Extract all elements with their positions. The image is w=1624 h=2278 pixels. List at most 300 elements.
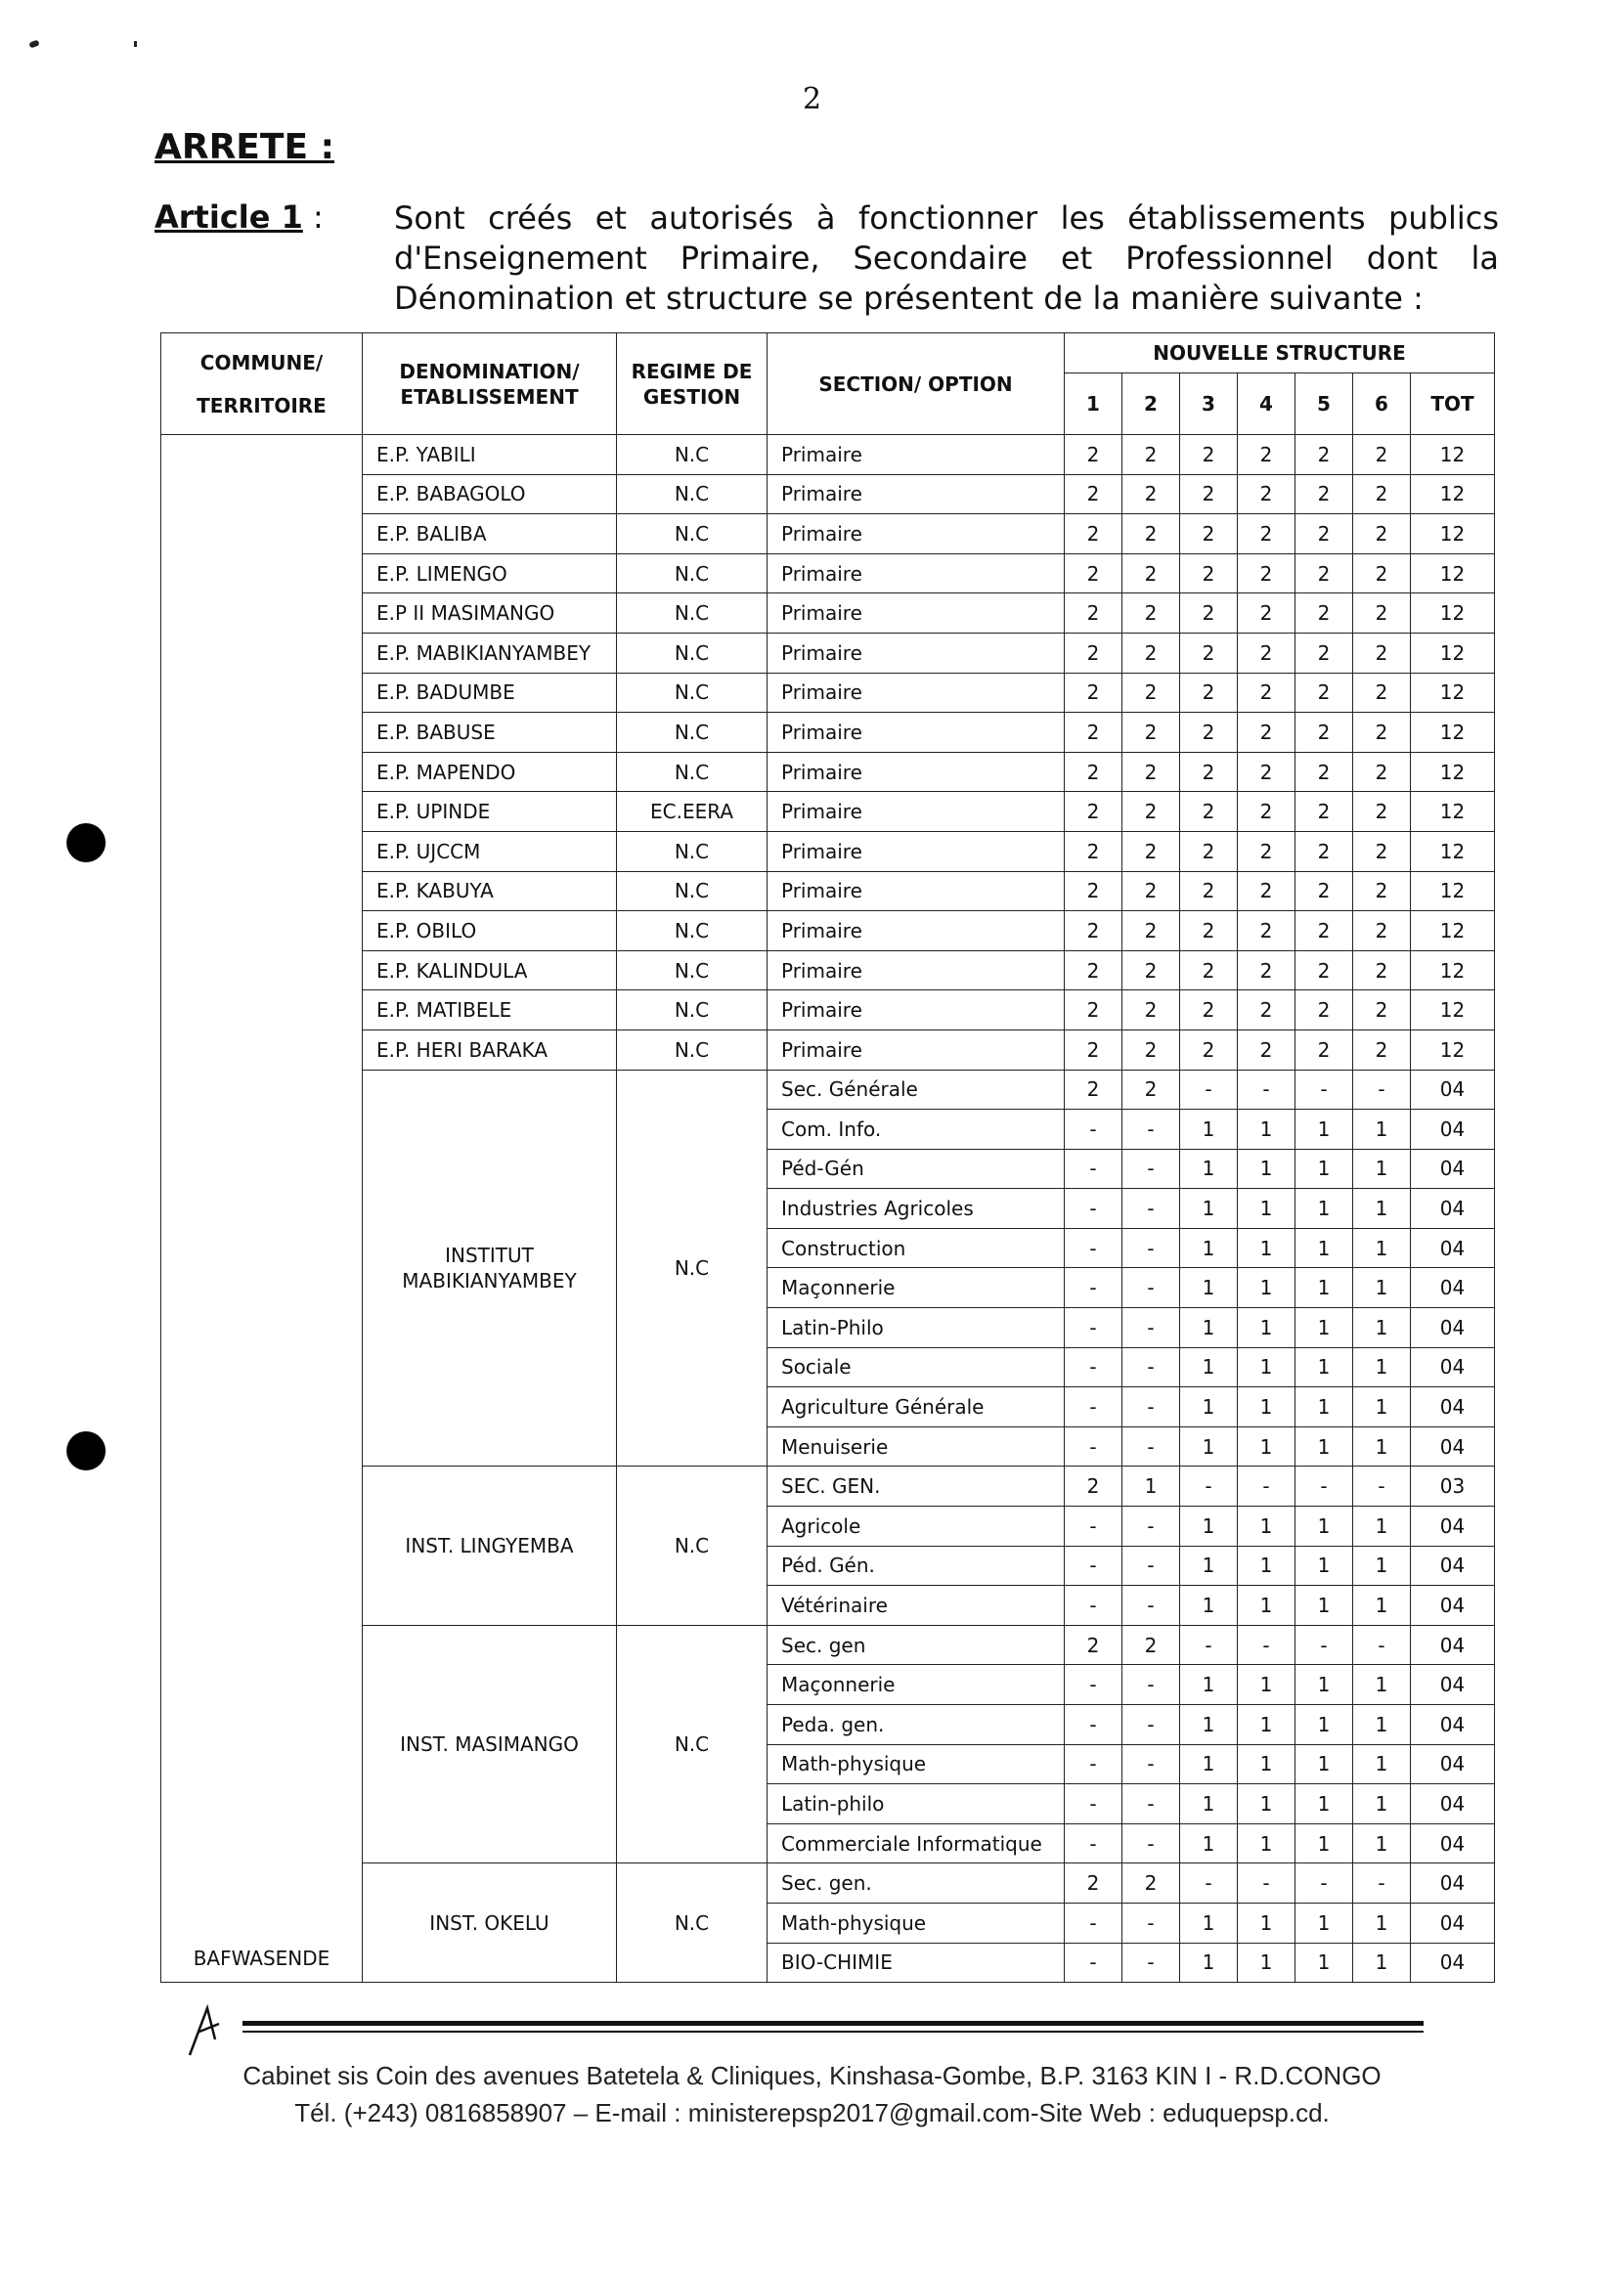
structure-value: 2 xyxy=(1295,831,1353,871)
structure-value: 2 xyxy=(1180,514,1238,554)
regime-cell: N.C xyxy=(617,514,768,554)
structure-value: 2 xyxy=(1122,1029,1180,1070)
structure-value: 1 xyxy=(1295,1228,1353,1268)
structure-value: 2 xyxy=(1238,593,1295,634)
structure-value: - xyxy=(1122,1110,1180,1150)
structure-value: 2 xyxy=(1238,435,1295,475)
total-value: 12 xyxy=(1411,911,1495,951)
structure-value: 1 xyxy=(1180,1546,1238,1586)
structure-value: 1 xyxy=(1353,1823,1411,1863)
structure-value: 2 xyxy=(1122,514,1180,554)
section-cell: Primaire xyxy=(768,553,1065,593)
structure-value: 2 xyxy=(1180,1029,1238,1070)
structure-value: - xyxy=(1295,1070,1353,1110)
structure-value: 2 xyxy=(1065,792,1122,832)
total-value: 12 xyxy=(1411,990,1495,1030)
regime-cell: N.C xyxy=(617,633,768,673)
section-cell: Primaire xyxy=(768,752,1065,792)
structure-value: 2 xyxy=(1353,553,1411,593)
section-cell: Péd-Gén xyxy=(768,1149,1065,1189)
header-nouvelle-structure: NOUVELLE STRUCTURE xyxy=(1065,333,1495,373)
regime-cell: N.C xyxy=(617,1625,768,1863)
structure-value: 1 xyxy=(1180,1149,1238,1189)
section-cell: Primaire xyxy=(768,792,1065,832)
structure-value: 2 xyxy=(1353,633,1411,673)
institute-name: INST. OKELU xyxy=(363,1863,617,1983)
structure-value: 2 xyxy=(1238,911,1295,951)
structure-value: 1 xyxy=(1180,1823,1238,1863)
structure-value: - xyxy=(1065,1228,1122,1268)
structure-value: 2 xyxy=(1065,514,1122,554)
structure-value: 1 xyxy=(1295,1943,1353,1983)
structure-value: 2 xyxy=(1353,713,1411,753)
structure-value: 2 xyxy=(1122,831,1180,871)
structure-value: 1 xyxy=(1295,1665,1353,1705)
table-row xyxy=(161,435,1495,475)
structure-value: 1 xyxy=(1295,1308,1353,1348)
structure-value: - xyxy=(1295,1625,1353,1665)
structure-value: 1 xyxy=(1238,1387,1295,1427)
structure-value: 1 xyxy=(1238,1586,1295,1626)
school-name: E.P. BADUMBE xyxy=(363,673,617,713)
structure-value: 1 xyxy=(1295,1705,1353,1745)
structure-value: - xyxy=(1122,1387,1180,1427)
structure-table-wrapper xyxy=(160,332,1494,1983)
total-value: 12 xyxy=(1411,553,1495,593)
structure-value: 2 xyxy=(1122,1070,1180,1110)
structure-value: 2 xyxy=(1295,752,1353,792)
structure-value: 2 xyxy=(1180,792,1238,832)
structure-value: 2 xyxy=(1122,950,1180,990)
structure-value: 1 xyxy=(1295,1110,1353,1150)
regime-cell: N.C xyxy=(617,474,768,514)
structure-value: 2 xyxy=(1065,871,1122,911)
structure-value: 1 xyxy=(1238,1705,1295,1745)
structure-value: 2 xyxy=(1180,752,1238,792)
structure-value: - xyxy=(1295,1467,1353,1507)
structure-value: 2 xyxy=(1065,911,1122,951)
school-name: E.P. KABUYA xyxy=(363,871,617,911)
structure-value: 1 xyxy=(1122,1467,1180,1507)
section-cell: Menuiserie xyxy=(768,1426,1065,1467)
structure-value: 1 xyxy=(1353,1426,1411,1467)
regime-cell: N.C xyxy=(617,871,768,911)
structure-value: 2 xyxy=(1122,593,1180,634)
punch-hole xyxy=(66,823,106,862)
structure-value: - xyxy=(1238,1467,1295,1507)
regime-cell: N.C xyxy=(617,1029,768,1070)
structure-value: 2 xyxy=(1295,950,1353,990)
structure-value: - xyxy=(1065,1784,1122,1824)
total-value: 04 xyxy=(1411,1228,1495,1268)
regime-cell: N.C xyxy=(617,1863,768,1983)
structure-value: 2 xyxy=(1122,553,1180,593)
scan-speck xyxy=(134,41,137,47)
structure-value: 2 xyxy=(1295,514,1353,554)
section-cell: Agricole xyxy=(768,1507,1065,1547)
structure-value: 2 xyxy=(1180,911,1238,951)
structure-value: - xyxy=(1065,1744,1122,1784)
structure-value: - xyxy=(1122,1744,1180,1784)
structure-value: 2 xyxy=(1295,593,1353,634)
section-cell: Commerciale Informatique xyxy=(768,1823,1065,1863)
section-cell: Sociale xyxy=(768,1347,1065,1387)
structure-value: 2 xyxy=(1353,514,1411,554)
structure-value: 2 xyxy=(1353,831,1411,871)
structure-value: - xyxy=(1122,1903,1180,1943)
structure-value: - xyxy=(1065,1189,1122,1229)
structure-value: 1 xyxy=(1295,1507,1353,1547)
structure-value: 2 xyxy=(1122,871,1180,911)
structure-value: 2 xyxy=(1238,752,1295,792)
structure-value: - xyxy=(1238,1863,1295,1904)
total-value: 12 xyxy=(1411,673,1495,713)
section-cell: Primaire xyxy=(768,911,1065,951)
section-cell: Sec. gen xyxy=(768,1625,1065,1665)
total-value: 12 xyxy=(1411,713,1495,753)
structure-value: - xyxy=(1122,1823,1180,1863)
structure-value: - xyxy=(1122,1665,1180,1705)
header-regime: REGIME DE GESTION xyxy=(617,333,768,435)
structure-value: 2 xyxy=(1295,553,1353,593)
structure-value: 2 xyxy=(1065,990,1122,1030)
structure-value: 2 xyxy=(1238,831,1295,871)
regime-cell: N.C xyxy=(617,831,768,871)
structure-value: - xyxy=(1122,1189,1180,1229)
section-cell: Peda. gen. xyxy=(768,1705,1065,1745)
institute-name: INSTITUT MABIKIANYAMBEY xyxy=(363,1070,617,1467)
structure-value: - xyxy=(1122,1228,1180,1268)
regime-cell: N.C xyxy=(617,673,768,713)
school-name: E.P. UPINDE xyxy=(363,792,617,832)
structure-value: 2 xyxy=(1065,633,1122,673)
structure-value: 2 xyxy=(1353,435,1411,475)
total-value: 12 xyxy=(1411,474,1495,514)
structure-value: 2 xyxy=(1238,792,1295,832)
structure-value: 2 xyxy=(1295,990,1353,1030)
structure-value: 2 xyxy=(1065,950,1122,990)
article-label-suffix: : xyxy=(302,198,324,236)
total-value: 04 xyxy=(1411,1784,1495,1824)
structure-value: 1 xyxy=(1295,1387,1353,1427)
regime-cell: N.C xyxy=(617,950,768,990)
structure-value: 1 xyxy=(1180,1943,1238,1983)
section-cell: Primaire xyxy=(768,831,1065,871)
structure-value: 2 xyxy=(1238,673,1295,713)
total-value: 12 xyxy=(1411,752,1495,792)
structure-value: 2 xyxy=(1238,871,1295,911)
structure-value: 2 xyxy=(1295,435,1353,475)
structure-value: 1 xyxy=(1295,1744,1353,1784)
structure-value: - xyxy=(1122,1586,1180,1626)
punch-hole xyxy=(66,1431,106,1470)
regime-cell: EC.EERA xyxy=(617,792,768,832)
structure-value: 2 xyxy=(1295,1029,1353,1070)
structure-value: 1 xyxy=(1238,1149,1295,1189)
structure-value: 2 xyxy=(1065,474,1122,514)
total-value: 04 xyxy=(1411,1823,1495,1863)
school-name: E.P. MAPENDO xyxy=(363,752,617,792)
structure-value: - xyxy=(1065,1308,1122,1348)
header-col-1: 1 xyxy=(1065,373,1122,435)
section-cell: Sec. gen. xyxy=(768,1863,1065,1904)
total-value: 12 xyxy=(1411,1029,1495,1070)
total-value: 04 xyxy=(1411,1110,1495,1150)
structure-value: 1 xyxy=(1180,1110,1238,1150)
structure-value: 2 xyxy=(1065,673,1122,713)
article-label-text: Article 1 xyxy=(154,198,303,236)
total-value: 04 xyxy=(1411,1347,1495,1387)
structure-value: 2 xyxy=(1295,871,1353,911)
structure-value: 2 xyxy=(1238,553,1295,593)
total-value: 04 xyxy=(1411,1625,1495,1665)
structure-value: 2 xyxy=(1295,673,1353,713)
structure-value: - xyxy=(1180,1625,1238,1665)
section-cell: Primaire xyxy=(768,633,1065,673)
section-cell: Primaire xyxy=(768,713,1065,753)
structure-value: - xyxy=(1122,1546,1180,1586)
structure-value: - xyxy=(1065,1943,1122,1983)
structure-value: 2 xyxy=(1295,474,1353,514)
structure-value: 2 xyxy=(1353,673,1411,713)
header-col-3: 3 xyxy=(1180,373,1238,435)
structure-value: 1 xyxy=(1238,1784,1295,1824)
header-col-tot: TOT xyxy=(1411,373,1495,435)
total-value: 12 xyxy=(1411,831,1495,871)
structure-value: - xyxy=(1065,1426,1122,1467)
structure-value: 1 xyxy=(1238,1228,1295,1268)
structure-value: 2 xyxy=(1180,593,1238,634)
school-name: E.P. LIMENGO xyxy=(363,553,617,593)
structure-table xyxy=(160,332,1495,1983)
structure-value: 2 xyxy=(1122,474,1180,514)
article-label xyxy=(154,198,324,236)
structure-value: 2 xyxy=(1353,792,1411,832)
school-name: E.P. YABILI xyxy=(363,435,617,475)
structure-value: 2 xyxy=(1238,713,1295,753)
structure-value: 1 xyxy=(1180,1268,1238,1308)
structure-value: 2 xyxy=(1295,911,1353,951)
structure-value: - xyxy=(1122,1507,1180,1547)
structure-value: 2 xyxy=(1238,1029,1295,1070)
structure-value: 1 xyxy=(1238,1347,1295,1387)
total-value: 04 xyxy=(1411,1863,1495,1904)
structure-value: 2 xyxy=(1122,911,1180,951)
page-number: 2 xyxy=(802,82,822,116)
structure-value: 1 xyxy=(1295,1784,1353,1824)
structure-value: 2 xyxy=(1180,673,1238,713)
structure-value: 2 xyxy=(1353,990,1411,1030)
section-cell: Sec. Générale xyxy=(768,1070,1065,1110)
structure-value: - xyxy=(1122,1705,1180,1745)
structure-value: 1 xyxy=(1180,1426,1238,1467)
structure-value: 2 xyxy=(1353,871,1411,911)
structure-value: 1 xyxy=(1238,1308,1295,1348)
structure-value: 1 xyxy=(1180,1347,1238,1387)
section-cell: Primaire xyxy=(768,514,1065,554)
section-cell: Péd. Gén. xyxy=(768,1546,1065,1586)
structure-value: 1 xyxy=(1353,1586,1411,1626)
regime-cell: N.C xyxy=(617,911,768,951)
structure-value: 1 xyxy=(1295,1903,1353,1943)
structure-value: - xyxy=(1353,1625,1411,1665)
structure-value: - xyxy=(1065,1268,1122,1308)
structure-value: 1 xyxy=(1238,1426,1295,1467)
structure-value: 2 xyxy=(1065,593,1122,634)
regime-cell: N.C xyxy=(617,713,768,753)
total-value: 04 xyxy=(1411,1586,1495,1626)
structure-value: 1 xyxy=(1353,1744,1411,1784)
header-denomination: DENOMINATION/ ETABLISSEMENT xyxy=(363,333,617,435)
structure-value: 1 xyxy=(1295,1546,1353,1586)
structure-value: 1 xyxy=(1295,1347,1353,1387)
total-value: 04 xyxy=(1411,1903,1495,1943)
section-cell: Primaire xyxy=(768,990,1065,1030)
structure-value: 2 xyxy=(1295,713,1353,753)
structure-value: - xyxy=(1180,1467,1238,1507)
school-name: E.P II MASIMANGO xyxy=(363,593,617,634)
structure-value: 2 xyxy=(1065,713,1122,753)
structure-value: 2 xyxy=(1122,792,1180,832)
section-cell: Primaire xyxy=(768,673,1065,713)
document-heading: ARRETE : xyxy=(154,127,334,167)
section-cell: Primaire xyxy=(768,593,1065,634)
structure-value: - xyxy=(1122,1943,1180,1983)
structure-value: 1 xyxy=(1238,1268,1295,1308)
total-value: 12 xyxy=(1411,633,1495,673)
section-cell: Primaire xyxy=(768,871,1065,911)
total-value: 04 xyxy=(1411,1426,1495,1467)
structure-value: 1 xyxy=(1295,1586,1353,1626)
structure-value: 2 xyxy=(1122,633,1180,673)
structure-value: 2 xyxy=(1238,950,1295,990)
structure-value: 1 xyxy=(1180,1387,1238,1427)
structure-value: - xyxy=(1180,1070,1238,1110)
section-cell: Vétérinaire xyxy=(768,1586,1065,1626)
structure-value: - xyxy=(1238,1070,1295,1110)
structure-value: 1 xyxy=(1353,1149,1411,1189)
structure-value: 1 xyxy=(1180,1665,1238,1705)
structure-value: - xyxy=(1122,1347,1180,1387)
structure-value: 2 xyxy=(1122,752,1180,792)
regime-cell: N.C xyxy=(617,593,768,634)
header-col-6: 6 xyxy=(1353,373,1411,435)
structure-value: 2 xyxy=(1180,553,1238,593)
structure-value: 2 xyxy=(1238,514,1295,554)
school-name: E.P. BABAGOLO xyxy=(363,474,617,514)
structure-value: 2 xyxy=(1065,1625,1122,1665)
structure-value: 2 xyxy=(1065,435,1122,475)
structure-value: - xyxy=(1065,1347,1122,1387)
structure-value: 1 xyxy=(1353,1546,1411,1586)
regime-cell: N.C xyxy=(617,1467,768,1625)
structure-value: 2 xyxy=(1180,871,1238,911)
structure-value: 2 xyxy=(1295,633,1353,673)
structure-value: 1 xyxy=(1180,1586,1238,1626)
structure-value: 1 xyxy=(1180,1189,1238,1229)
total-value: 04 xyxy=(1411,1665,1495,1705)
structure-value: 2 xyxy=(1065,553,1122,593)
structure-value: 2 xyxy=(1122,990,1180,1030)
structure-value: 1 xyxy=(1353,1665,1411,1705)
structure-value: 2 xyxy=(1180,990,1238,1030)
structure-value: - xyxy=(1122,1149,1180,1189)
section-cell: Math-physique xyxy=(768,1744,1065,1784)
section-cell: Maçonnerie xyxy=(768,1268,1065,1308)
section-cell: BIO-CHIMIE xyxy=(768,1943,1065,1983)
structure-value: 1 xyxy=(1353,1705,1411,1745)
section-cell: Industries Agricoles xyxy=(768,1189,1065,1229)
total-value: 04 xyxy=(1411,1308,1495,1348)
structure-value: 2 xyxy=(1180,474,1238,514)
header-section: SECTION/ OPTION xyxy=(768,333,1065,435)
article-text: Sont créés et autorisés à fonctionner les établissements publics d'Enseignement Primaire, Secondaire et Professionnel dont la Dénomination et structure se présentent de la manière suivante : xyxy=(394,199,1499,317)
total-value: 12 xyxy=(1411,792,1495,832)
structure-value: - xyxy=(1065,1705,1122,1745)
structure-value: 1 xyxy=(1238,1823,1295,1863)
section-cell: SEC. GEN. xyxy=(768,1467,1065,1507)
structure-value: 1 xyxy=(1353,1347,1411,1387)
school-name: E.P. UJCCM xyxy=(363,831,617,871)
structure-value: 2 xyxy=(1180,713,1238,753)
structure-value: 1 xyxy=(1295,1426,1353,1467)
structure-value: 1 xyxy=(1353,1387,1411,1427)
structure-value: - xyxy=(1065,1903,1122,1943)
header-col-2: 2 xyxy=(1122,373,1180,435)
structure-value: 1 xyxy=(1180,1744,1238,1784)
regime-cell: N.C xyxy=(617,553,768,593)
regime-cell: N.C xyxy=(617,990,768,1030)
structure-value: 2 xyxy=(1353,752,1411,792)
section-cell: Latin-philo xyxy=(768,1784,1065,1824)
section-cell: Primaire xyxy=(768,1029,1065,1070)
structure-value: 1 xyxy=(1353,1110,1411,1150)
total-value: 12 xyxy=(1411,435,1495,475)
total-value: 04 xyxy=(1411,1387,1495,1427)
header-col-5: 5 xyxy=(1295,373,1353,435)
structure-value: 2 xyxy=(1180,831,1238,871)
structure-value: 1 xyxy=(1295,1149,1353,1189)
section-cell: Maçonnerie xyxy=(768,1665,1065,1705)
section-cell: Math-physique xyxy=(768,1903,1065,1943)
commune-cell: BAFWASENDE xyxy=(161,435,363,1983)
structure-value: - xyxy=(1065,1546,1122,1586)
structure-value: - xyxy=(1353,1070,1411,1110)
structure-value: - xyxy=(1180,1863,1238,1904)
structure-value: 1 xyxy=(1180,1903,1238,1943)
structure-value: 2 xyxy=(1353,911,1411,951)
structure-value: 1 xyxy=(1238,1546,1295,1586)
structure-value: 1 xyxy=(1180,1308,1238,1348)
structure-value: 1 xyxy=(1295,1268,1353,1308)
structure-value: 1 xyxy=(1180,1228,1238,1268)
structure-value: 2 xyxy=(1065,1029,1122,1070)
total-value: 12 xyxy=(1411,871,1495,911)
structure-value: 1 xyxy=(1353,1507,1411,1547)
structure-value: 2 xyxy=(1295,792,1353,832)
structure-value: 2 xyxy=(1353,474,1411,514)
footer-address: Cabinet sis Coin des avenues Batetela & Cliniques, Kinshasa-Gombe, B.P. 3163 KIN I - R.D.CONGO xyxy=(242,2061,1382,2090)
structure-value: 2 xyxy=(1238,633,1295,673)
structure-value: 1 xyxy=(1353,1189,1411,1229)
structure-value: 1 xyxy=(1238,1744,1295,1784)
structure-value: 1 xyxy=(1238,1903,1295,1943)
structure-value: 2 xyxy=(1180,435,1238,475)
scan-speck xyxy=(28,39,39,48)
structure-value: - xyxy=(1353,1467,1411,1507)
structure-value: 1 xyxy=(1295,1823,1353,1863)
structure-value: 2 xyxy=(1122,1863,1180,1904)
